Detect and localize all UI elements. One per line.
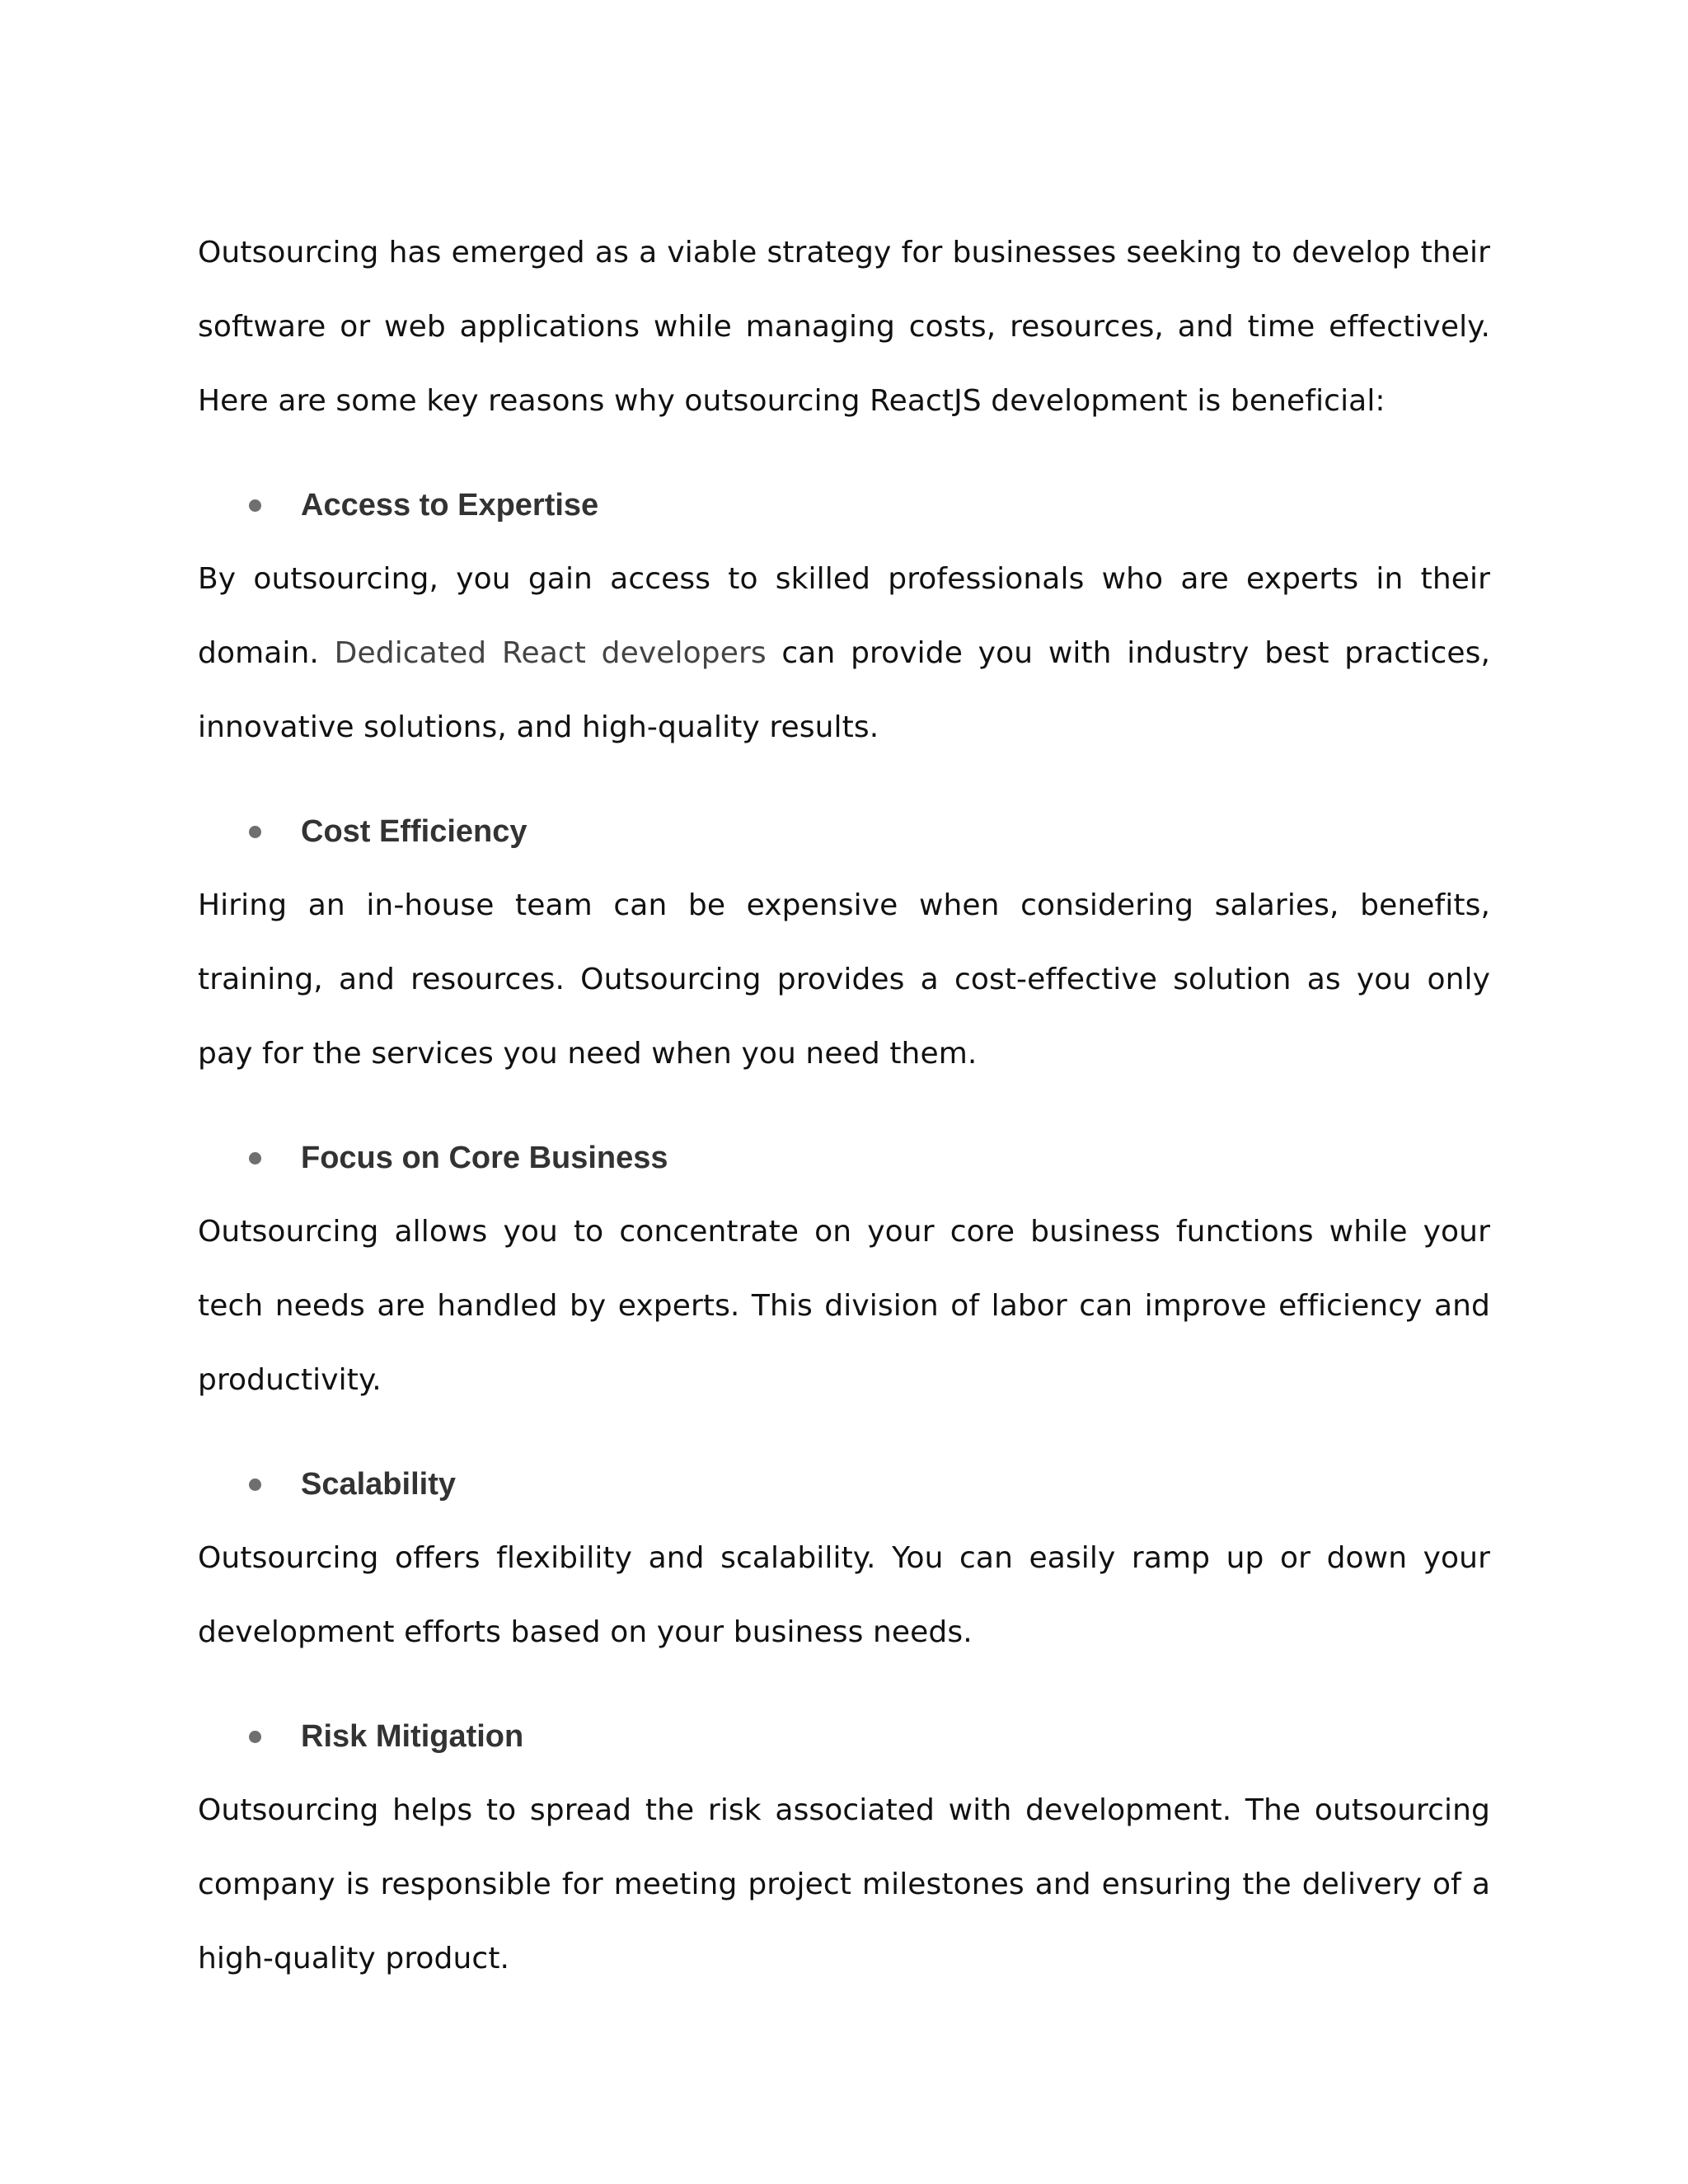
section-heading-text: Scalability — [301, 1467, 456, 1502]
section-body: Hiring an in-house team can be expensive when considering salaries, benefits, training, and resources. Outsourcing provides a cost-effective solution as you only pay for the services you need when you need them. — [198, 888, 1490, 1071]
section-access-to-expertise — [198, 468, 1490, 765]
section-body-tail: can provide you with industry best practices, innovative solutions, and high-quality results. — [198, 636, 1490, 744]
bullet-icon — [249, 1479, 261, 1491]
section-body: Outsourcing allows you to concentrate on your core business functions while your tech needs are handled by experts. This division of labor can improve efficiency and productivity. — [198, 1215, 1490, 1397]
section-heading-text: Cost Efficiency — [301, 814, 528, 849]
section-heading-text: Access to Expertise — [301, 488, 599, 523]
section-heading — [198, 794, 1490, 869]
dedicated-react-developers-link[interactable]: Dedicated React developers — [334, 636, 767, 670]
section-heading-text: Risk Mitigation — [301, 1719, 524, 1754]
section-body: Outsourcing helps to spread the risk associated with development. The outsourcing company is responsible for meeting project milestones and ensuring the delivery of a high-quality product. — [198, 1793, 1490, 1975]
section-body — [198, 542, 1490, 765]
section-heading — [198, 1447, 1490, 1521]
section-cost-efficiency — [198, 794, 1490, 1091]
section-body: Outsourcing offers flexibility and scalability. You can easily ramp up or down your development efforts based on your business needs. — [198, 1541, 1490, 1649]
bullet-icon — [249, 1152, 261, 1165]
section-heading — [198, 468, 1490, 542]
section-heading — [198, 1121, 1490, 1195]
section-body-lead: By outsourcing, you gain access to skilled professionals who are experts in their domain. — [198, 562, 1490, 670]
bullet-icon — [249, 826, 261, 838]
section-focus-on-core-business — [198, 1121, 1490, 1418]
bullet-icon — [249, 1731, 261, 1743]
section-heading — [198, 1699, 1490, 1774]
intro-paragraph: Outsourcing has emerged as a viable strategy for businesses seeking to develop their software or web applications while managing costs, resources, and time effectively. Here are some key reasons why outsourcing ReactJS development is beneficial: — [198, 236, 1490, 418]
document-page — [198, 216, 1490, 1996]
section-scalability — [198, 1447, 1490, 1670]
section-heading-text: Focus on Core Business — [301, 1141, 668, 1175]
bullet-icon — [249, 499, 261, 512]
section-risk-mitigation — [198, 1699, 1490, 1996]
